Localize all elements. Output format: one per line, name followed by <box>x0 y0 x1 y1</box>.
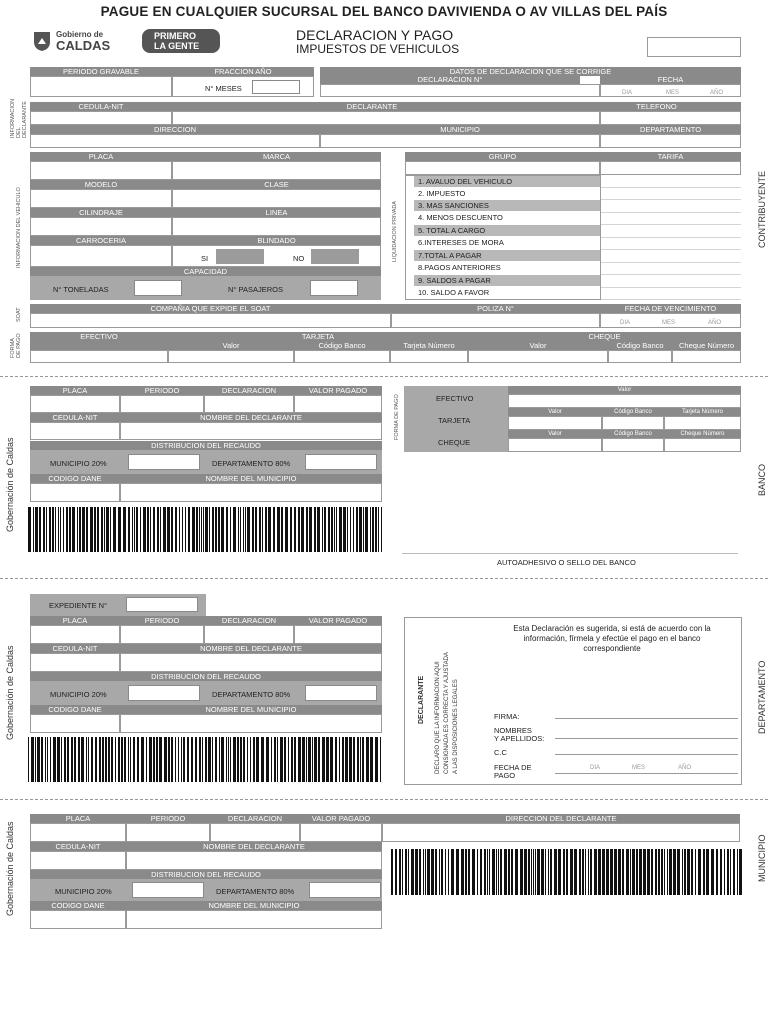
s2-tarjeta-codigo-hdr: Código Banco <box>602 408 664 416</box>
s4-hdr-valor: VALOR PAGADO <box>300 814 382 823</box>
s3-hdr-valor: VALOR PAGADO <box>294 616 382 625</box>
logo-line2: CALDAS <box>56 38 111 53</box>
hdr-declarante: DECLARANTE <box>172 102 572 111</box>
barcode-municipio <box>391 849 745 895</box>
hdr-fraccion-ano: FRACCION AÑO <box>172 67 314 76</box>
hdr-poliza: POLIZA N° <box>391 304 600 313</box>
barcode-banco <box>28 507 384 552</box>
s2-hdr-cedula: CEDULA-NIT <box>30 413 120 422</box>
sello-line <box>402 553 738 554</box>
s2-cedula-field[interactable] <box>30 422 120 440</box>
apellidos-label: Y APELLIDOS: <box>494 734 545 743</box>
logo <box>32 29 222 55</box>
cc-line[interactable] <box>555 754 738 755</box>
top-title: PAGUE EN CUALQUIER SUCURSAL DEL BANCO DAVIVIENDA O AV VILLAS DEL PAÍS <box>100 4 668 19</box>
side-label-contribuyente: CONTRIBUYENTE <box>757 170 767 248</box>
side-label-banco: BANCO <box>757 463 767 496</box>
s4-nombre-municipio-field[interactable] <box>126 910 382 929</box>
s2-hdr-periodo: PERIODO <box>120 386 204 395</box>
s2-cheque-label: CHEQUE <box>438 438 471 447</box>
s3-municipio-pct-field[interactable] <box>128 685 200 701</box>
s4-cedula-field[interactable] <box>30 851 126 870</box>
s2-dane-field[interactable] <box>30 483 120 502</box>
s2-tarjeta-label: TARJETA <box>438 416 471 425</box>
fecha-pago-dia: DIA <box>590 765 601 771</box>
cut-line-2 <box>0 578 768 579</box>
hdr-direccion: DIRECCION <box>30 125 320 134</box>
venc-ano: AÑO <box>708 320 722 326</box>
no-label: NO <box>293 254 305 263</box>
hdr-placa: PLACA <box>30 152 172 161</box>
s2-nombre-field[interactable] <box>120 422 382 440</box>
firma-line[interactable] <box>555 718 738 719</box>
expediente-field[interactable] <box>126 597 198 612</box>
s2-tarjeta-codigo-field[interactable] <box>602 416 664 430</box>
hdr-tarifa: TARIFA <box>600 152 741 161</box>
departamento-field[interactable] <box>600 134 741 148</box>
s3-periodo-field[interactable] <box>120 625 204 644</box>
doc-subtitle: IMPUESTOS DE VEHICULOS <box>296 42 460 56</box>
efectivo-subhdr <box>30 341 168 350</box>
s4-municipio-pct-field[interactable] <box>132 882 204 898</box>
venc-dia: DIA <box>620 320 631 326</box>
s2-placa-field[interactable] <box>30 395 120 413</box>
grupo-field[interactable] <box>405 161 600 175</box>
clase-field[interactable] <box>172 189 381 208</box>
forma-pago-label: FORMA DE PAGO <box>10 333 22 358</box>
s4-declaracion-field[interactable] <box>210 823 300 842</box>
cedula-field[interactable] <box>30 111 172 125</box>
s3-hdr-nombre: NOMBRE DEL DECLARANTE <box>120 644 382 653</box>
si-label: SI <box>201 254 209 263</box>
compania-soat-field[interactable] <box>30 313 391 328</box>
firma-label: FIRMA: <box>494 712 520 721</box>
aviso-text: Esta Declaración es sugerida, si está de acuerdo con la información, fírmela y efectúe el pago en el banco correspondiente <box>513 624 711 653</box>
s2-cheque-valor-hdr: Valor <box>508 430 602 438</box>
liq-item-4: 4. MENOS DESCUENTO <box>418 213 503 222</box>
hdr-cilindraje: CILINDRAJE <box>30 208 172 217</box>
side-label-municipio: MUNICIPIO <box>757 834 767 882</box>
s2-cheque-valor-field[interactable] <box>508 438 602 452</box>
s2-tarjeta-valor-hdr: Valor <box>508 408 602 416</box>
s3-hdr-distribucion: DISTRIBUCION DEL RECAUDO <box>30 672 382 681</box>
s2-departamento-pct-field[interactable] <box>305 454 377 470</box>
declaro-line2: CONSIGNADA ES CORRECTA Y AJUSTADA <box>444 652 450 774</box>
s4-direccion-field[interactable] <box>382 823 740 842</box>
s3-hdr-nombre-municipio: NOMBRE DEL MUNICIPIO <box>120 705 382 714</box>
hdr-cedula: CEDULA-NIT <box>30 102 172 111</box>
hdr-capacidad: CAPACIDAD <box>30 267 381 276</box>
tarjeta-numero-field[interactable] <box>390 350 468 363</box>
tarjeta-numero-hdr: Tarjeta Número <box>390 341 468 350</box>
s2-nombre-municipio-field[interactable] <box>120 483 382 502</box>
toneladas-label: N° TONELADAS <box>53 285 109 294</box>
tarjeta-codigo-hdr: Código Banco <box>294 341 390 350</box>
s4-hdr-placa: PLACA <box>30 814 126 823</box>
s4-hdr-periodo: PERIODO <box>126 814 210 823</box>
declaro-line3: A LAS DISPOSICIONES LEGALES <box>453 679 459 774</box>
s4-nombre-field[interactable] <box>126 851 382 870</box>
s2-valor-field[interactable] <box>294 395 382 413</box>
s2-forma-pago-label: FORMA DE PAGO <box>394 394 400 440</box>
s4-valor-field[interactable] <box>300 823 382 842</box>
s2-tarjeta-numero-field[interactable] <box>664 416 741 430</box>
marca-field[interactable] <box>172 161 381 180</box>
cheque-codigo-field[interactable] <box>608 350 672 363</box>
hdr-vencimiento: FECHA DE VENCIMIENTO <box>600 304 741 313</box>
pago-label: PAGO <box>494 771 516 780</box>
s4-hdr-distribucion: DISTRIBUCION DEL RECAUDO <box>30 870 382 879</box>
periodo-gravable-field[interactable] <box>30 76 172 97</box>
s4-hdr-declaracion: DECLARACION <box>210 814 300 823</box>
gov-caldas-2: Gobernación de Caldas <box>5 437 15 532</box>
s2-hdr-nombre: NOMBRE DEL DECLARANTE <box>120 413 382 422</box>
doc-title: DECLARACION Y PAGO <box>296 27 454 43</box>
liq-item-5: 5. TOTAL A CARGO <box>414 225 600 236</box>
s3-hdr-dane: CODIGO DANE <box>30 705 120 714</box>
linea-field[interactable] <box>172 217 381 236</box>
hdr-municipio: MUNICIPIO <box>320 125 600 134</box>
carroceria-field[interactable] <box>30 245 172 267</box>
hdr-datos-corrige: DATOS DE DECLARACION QUE SE CORRIGE <box>320 67 741 76</box>
s3-nombre-municipio-field[interactable] <box>120 714 382 733</box>
info-vehiculo-label: INFORMACION DEL VEHICULO <box>16 187 22 268</box>
logo-badge <box>142 29 220 53</box>
liq-item-2: 2. IMPUESTO <box>418 189 466 198</box>
fecha-pago-ano: AÑO <box>678 765 692 771</box>
cheque-numero-hdr: Cheque Número <box>672 341 741 350</box>
efectivo-field[interactable] <box>30 350 168 363</box>
cilindraje-field[interactable] <box>30 217 172 236</box>
tarjeta-codigo-field[interactable] <box>294 350 390 363</box>
s2-efectivo-valor-hdr: Valor <box>508 386 741 394</box>
doc-number-box[interactable] <box>647 37 741 57</box>
s2-hdr-distribucion: DISTRIBUCION DEL RECAUDO <box>30 441 382 450</box>
s2-cheque-numero-hdr: Cheque Número <box>664 430 741 438</box>
declaro-line1: DECLARO QUE LA INFORMACION AQUI <box>435 661 441 774</box>
si-checkbox[interactable] <box>216 249 264 264</box>
hdr-periodo-gravable: PERIODO GRAVABLE <box>30 67 172 76</box>
s2-tarjeta-valor-field[interactable] <box>508 416 602 430</box>
s4-departamento-pct-label: DEPARTAMENTO 80% <box>216 887 295 896</box>
barcode-departamento <box>28 737 384 782</box>
hdr-compania-soat: COMPAÑIA QUE EXPIDE EL SOAT <box>30 304 391 313</box>
s2-municipio-pct-label: MUNICIPIO 20% <box>50 459 107 468</box>
s4-hdr-direccion: DIRECCION DEL DECLARANTE <box>382 814 740 823</box>
liq-item-7: 7.TOTAL A PAGAR <box>414 250 600 261</box>
s2-hdr-nombre-municipio: NOMBRE DEL MUNICIPIO <box>120 474 382 483</box>
s2-hdr-valor: VALOR PAGADO <box>294 386 382 395</box>
s3-dane-field[interactable] <box>30 714 120 733</box>
pasajeros-field[interactable] <box>310 280 358 296</box>
cheque-valor-field[interactable] <box>468 350 608 363</box>
s4-municipio-pct-label: MUNICIPIO 20% <box>55 887 112 896</box>
info-declarante-label: INFORMACION DEL DECLARANTE <box>10 98 28 138</box>
s2-hdr-declaracion: DECLARACION <box>204 386 294 395</box>
placa-field[interactable] <box>30 161 172 180</box>
hdr-blindado: BLINDADO <box>172 236 381 245</box>
hdr-clase: CLASE <box>172 180 381 189</box>
side-label-departamento: DEPARTAMENTO <box>757 660 767 734</box>
gov-caldas-4: Gobernación de Caldas <box>5 821 15 916</box>
cc-label: C.C <box>494 748 507 757</box>
pasajeros-label: N° PASAJEROS <box>228 285 283 294</box>
n-meses-label: N° MESES <box>205 84 242 93</box>
fecha-mes: MES <box>666 90 680 96</box>
s2-cheque-codigo-hdr: Código Banco <box>602 430 664 438</box>
s2-municipio-pct-field[interactable] <box>128 454 200 470</box>
s4-periodo-field[interactable] <box>126 823 210 842</box>
s3-declaracion-field[interactable] <box>204 625 294 644</box>
hdr-departamento: DEPARTAMENTO <box>600 125 741 134</box>
s4-placa-field[interactable] <box>30 823 126 842</box>
hdr-fecha: FECHA <box>600 76 741 84</box>
venc-mes: MES <box>662 320 676 326</box>
modelo-field[interactable] <box>30 189 172 208</box>
s2-cheque-numero-field[interactable] <box>664 438 741 452</box>
s2-periodo-field[interactable] <box>120 395 204 413</box>
s2-hdr-placa: PLACA <box>30 386 120 395</box>
s3-hdr-periodo: PERIODO <box>120 616 204 625</box>
tarjeta-valor-field[interactable] <box>168 350 294 363</box>
fecha-pago-mes: MES <box>632 765 646 771</box>
hdr-telefono: TELEFONO <box>572 102 741 111</box>
s4-dane-field[interactable] <box>30 910 126 929</box>
tarifa-field[interactable] <box>600 161 741 175</box>
declarante-field[interactable] <box>172 111 600 125</box>
cut-line-3 <box>0 799 768 800</box>
hdr-modelo: MODELO <box>30 180 172 189</box>
hdr-grupo: GRUPO <box>405 152 600 161</box>
hdr-tarjeta: TARJETA <box>168 332 468 341</box>
liq-item-3: 3. MAS SANCIONES <box>414 200 600 211</box>
liq-item-9: 9. SALDOS A PAGAR <box>414 275 600 286</box>
s4-hdr-cedula: CEDULA-NIT <box>30 842 126 851</box>
liq-item-10: 10. SALDO A FAVOR <box>418 288 490 297</box>
liq-item-6: 6.INTERESES DE MORA <box>418 238 504 247</box>
hdr-efectivo: EFECTIVO <box>30 332 168 341</box>
s3-nombre-field[interactable] <box>120 653 382 672</box>
municipio-field[interactable] <box>320 134 600 148</box>
hdr-carroceria: CARROCERIA <box>30 236 172 245</box>
nombres-label: NOMBRES <box>494 726 532 735</box>
logo-badge-line1: PRIMERO <box>154 31 197 41</box>
hdr-declaracion-n: DECLARACION N° <box>320 76 580 84</box>
s3-valor-field[interactable] <box>294 625 382 644</box>
declarante-vertical: DECLARANTE <box>418 675 425 724</box>
no-checkbox[interactable] <box>311 249 359 264</box>
shield-icon <box>32 30 52 52</box>
s2-tarjeta-numero-hdr: Tarjeta Número <box>664 408 741 416</box>
s3-placa-field[interactable] <box>30 625 120 644</box>
hdr-marca: MARCA <box>172 152 381 161</box>
n-meses-field[interactable] <box>252 80 300 94</box>
gov-caldas-3: Gobernación de Caldas <box>5 645 15 740</box>
s3-hdr-placa: PLACA <box>30 616 120 625</box>
s3-departamento-pct-label: DEPARTAMENTO 80% <box>212 690 291 699</box>
hdr-cheque: CHEQUE <box>468 332 741 341</box>
s4-hdr-nombre-municipio: NOMBRE DEL MUNICIPIO <box>126 901 382 910</box>
s3-municipio-pct-label: MUNICIPIO 20% <box>50 690 107 699</box>
liq-item-8: 8.PAGOS ANTERIORES <box>418 263 501 272</box>
cheque-numero-field[interactable] <box>672 350 741 363</box>
sello-label: AUTOADHESIVO O SELLO DEL BANCO <box>497 558 636 567</box>
fecha-ano: AÑO <box>710 90 724 96</box>
cheque-codigo-hdr: Código Banco <box>608 341 672 350</box>
liquidacion-label: LIQUIDACION PRIVADA <box>392 200 398 262</box>
telefono-field[interactable] <box>600 111 741 125</box>
s4-hdr-dane: CODIGO DANE <box>30 901 126 910</box>
s4-departamento-pct-field[interactable] <box>309 882 381 898</box>
s4-hdr-nombre: NOMBRE DEL DECLARANTE <box>126 842 382 851</box>
toneladas-field[interactable] <box>134 280 182 296</box>
s2-hdr-dane: CODIGO DANE <box>30 474 120 483</box>
s2-departamento-pct-label: DEPARTAMENTO 80% <box>212 459 291 468</box>
s2-declaracion-field[interactable] <box>204 395 294 413</box>
declaracion-n-field[interactable] <box>320 84 600 97</box>
s2-efectivo-field[interactable] <box>508 394 741 408</box>
fecha-pago-line[interactable] <box>555 773 738 774</box>
cheque-valor-hdr: Valor <box>468 341 608 350</box>
s2-efectivo-label: EFECTIVO <box>436 394 474 403</box>
s3-departamento-pct-field[interactable] <box>305 685 377 701</box>
poliza-field[interactable] <box>391 313 600 328</box>
s2-cheque-codigo-field[interactable] <box>602 438 664 452</box>
cut-line-1 <box>0 376 768 377</box>
liq-value-rows[interactable] <box>601 175 741 300</box>
nombres-line[interactable] <box>555 738 738 739</box>
tarjeta-valor-hdr: Valor <box>168 341 294 350</box>
logo-badge-line2: LA GENTE <box>154 41 200 51</box>
hdr-linea: LINEA <box>172 208 381 217</box>
logo-line1: Gobierno de <box>56 30 104 39</box>
s3-hdr-cedula: CEDULA-NIT <box>30 644 120 653</box>
fecha-de-label: FECHA DE <box>494 763 532 772</box>
s3-hdr-declaracion: DECLARACION <box>204 616 294 625</box>
expediente-label: EXPEDIENTE N° <box>49 601 108 610</box>
soat-label: SOAT <box>16 307 22 322</box>
direccion-field[interactable] <box>30 134 320 148</box>
liq-item-1: 1. AVALUO DEL VEHICULO <box>414 176 600 187</box>
s3-cedula-field[interactable] <box>30 653 120 672</box>
fecha-dia: DIA <box>622 90 633 96</box>
